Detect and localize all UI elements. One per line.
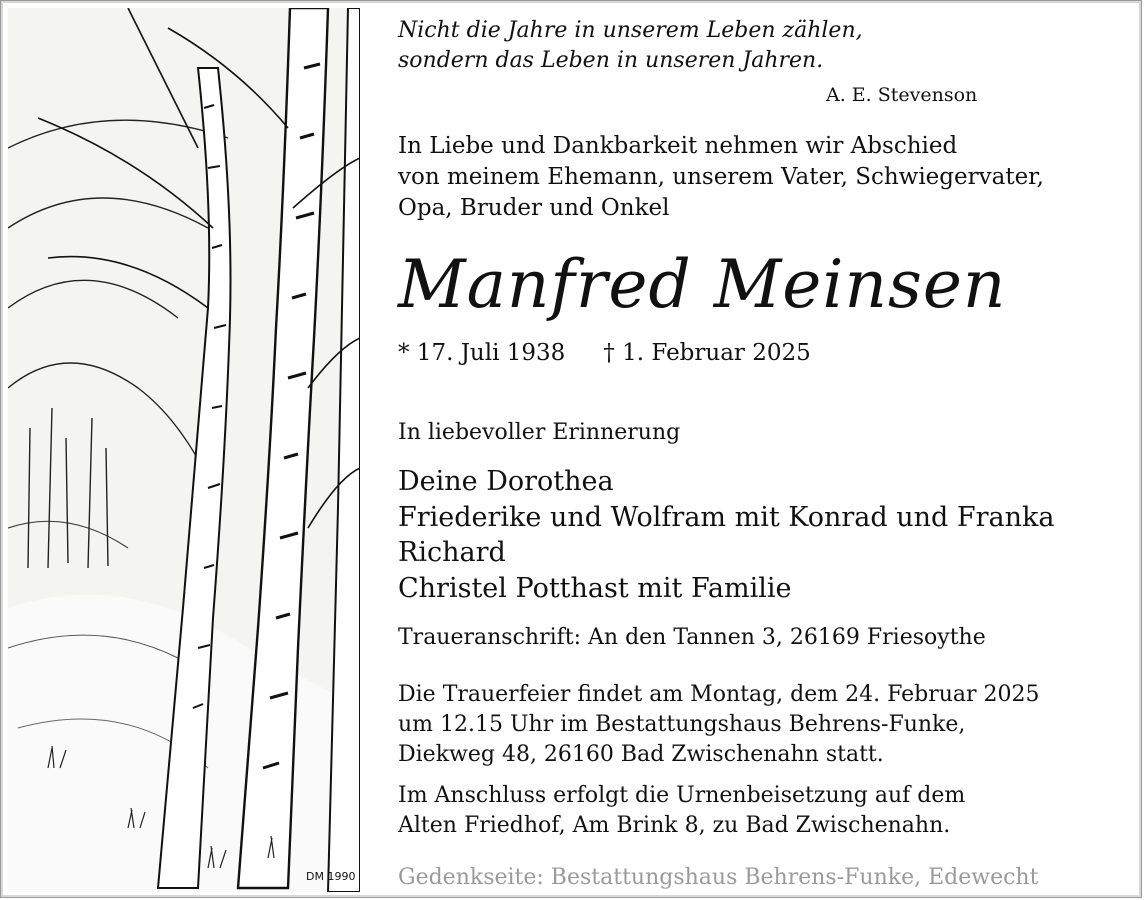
life-dates [398,340,811,366]
quote-author: A. E. Stevenson [826,84,978,106]
service-line-3: Diekweg 48, 26160 Bad Zwischenahn statt. [398,742,884,767]
mourner-1: Deine Dorothea [398,466,614,497]
quote-line-2: sondern das Leben in unseren Jahren. [398,48,824,73]
mourner-3: Richard [398,537,506,568]
notice-text-column [398,0,1118,900]
memory-line: In liebevoller Erinnerung [398,420,681,445]
mourning-address: Traueranschrift: An den Tannen 3, 26169 Friesoythe [398,625,986,650]
intro-line-2: von meinem Ehemann, unserem Vater, Schwiegervater, [398,164,1044,190]
birth-date: * 17. Juli 1938 [398,340,566,366]
deceased-name: Manfred Meinsen [398,246,1007,323]
mourner-2: Friederike und Wolfram mit Konrad und Franka [398,502,1055,533]
death-date: † 1. Februar 2025 [603,340,811,366]
burial-line-1: Im Anschluss erfolgt die Urnenbeisetzung auf dem [398,783,966,808]
birch-trees-sketch [8,8,360,892]
service-line-2: um 12.15 Uhr im Bestattungshaus Behrens-Funke, [398,712,966,737]
intro-line-3: Opa, Bruder und Onkel [398,195,670,221]
drawing-signature: DM 1990 [306,870,356,883]
burial-line-2: Alten Friedhof, Am Brink 8, zu Bad Zwischenahn. [398,813,951,838]
memorial-page-footer: Gedenkseite: Bestattungshaus Behrens-Funke, Edewecht [398,865,1039,890]
mourner-4: Christel Potthast mit Familie [398,573,792,604]
quote-line-1: Nicht die Jahre in unserem Leben zählen, [398,18,863,43]
tree-drawing-illustration [8,8,360,892]
service-line-1: Die Trauerfeier findet am Montag, dem 24. Februar 2025 [398,682,1040,707]
intro-line-1: In Liebe und Dankbarkeit nehmen wir Abschied [398,133,958,159]
